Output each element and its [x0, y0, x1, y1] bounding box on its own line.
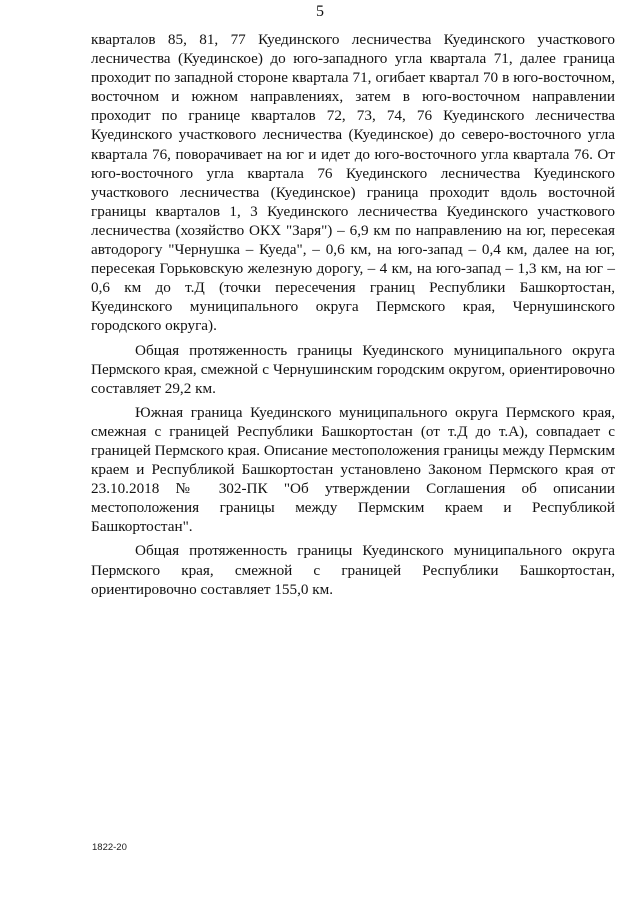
paragraph-southern-boundary: Южная граница Куединского муниципального округа Пермского края, смежная с границей Республики Башкортостан (от т.Д до т.А), совпадает с границей Пермского края. Описание местоположения границы между Пермским краем и Республикой Башкортостан установлено Законом Пермского края от 23.10.2018 № 302-ПК "Об утверждении Соглашения об описании местоположения границы между Пермским краем и Республикой Башкортостан".: [91, 403, 615, 536]
paragraph-boundary-description: кварталов 85, 81, 77 Куединского лесничества Куединского участкового лесничества (Куединское) до юго-западного угла квартала 71, далее граница проходит по западной стороне квартала 71, огибает квартал 70 в юго-восточном, восточном и южном направлениях, затем в юго-восточном направлении проходит по границе кварталов 72, 73, 74, 76 Куединского лесничества Куединского участкового лесничества (Куединское) до северо-восточного угла квартала 76, поворачивает на юг и идет до юго-восточного угла квартала 76. От юго-восточного угла квартала 76 Куединского лесничества Куединского участкового лесничества (Куединское) граница проходит вдоль восточной границы кварталов 1, 3 Куединского лесничества Куединского участкового лесничества (хозяйство ОКХ "Заря") – 6,9 км по направлению на юг, пересекая автодорогу "Чернушка – Куеда", – 0,6 км, на юго-запад – 0,4 км, далее на юг, пересекая Горьковскую железную дорогу, – 4 км, на юго-запад – 1,3 км, на юг – 0,6 км до т.Д (точки пересечения границ Республики Башкортостан, Куединского муниципального округа Пермского края, Чернушинского городского округа).: [91, 31, 615, 335]
page-number: 5: [316, 3, 324, 20]
document-code: 1822-20: [92, 842, 127, 853]
document-body: [91, 30, 615, 604]
paragraph-length-chernushinsky: Общая протяженность границы Куединского муниципального округа Пермского края, смежной с Чернушинским городским округом, ориентировочно составляет 29,2 км.: [91, 341, 615, 397]
paragraph-length-bashkortostan: Общая протяженность границы Куединского муниципального округа Пермского края, смежной с границей Республики Башкортостан, ориентировочно составляет 155,0 км.: [91, 542, 615, 598]
